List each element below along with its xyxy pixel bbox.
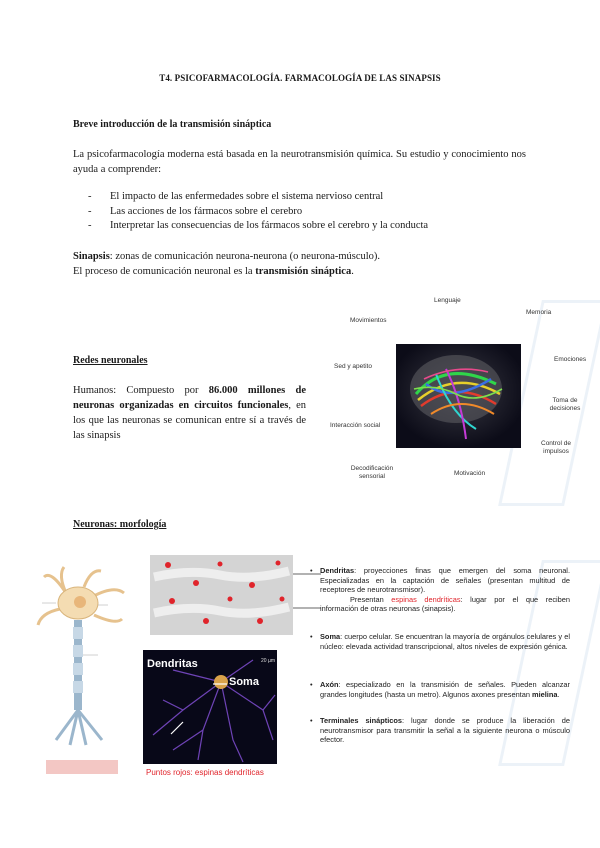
brain-image: [396, 344, 521, 448]
pointer-lines: [293, 560, 323, 620]
neuronas-heading: Neuronas: morfología: [73, 519, 167, 530]
label-motivacion: Motivación: [454, 470, 486, 477]
brain-figure: [326, 292, 588, 487]
list-item: - El impacto de las enfermedades sobre el sistema nervioso central: [88, 190, 518, 205]
redes-paragraph: Humanos: Compuesto por 86.000 millones de neuronas organizadas en circuitos funcionales, en los que las neuronas se comunican entre sí a través de las sinapsis: [73, 385, 306, 441]
bullet-terminales: • Terminales sinápticos: lugar donde se produce la liberación de neurotransmisor para transmitir la señal a la siguiente neurona o músculo efector.: [310, 716, 570, 745]
micrograph-caption: Puntos rojos: espinas dendríticas: [146, 768, 264, 777]
label-toma: Toma de decisiones: [549, 397, 581, 412]
process-term: transmisión sináptica: [255, 266, 352, 277]
intro-list: [88, 190, 518, 234]
label-interaccion: Interacción social: [330, 422, 381, 429]
bullet-dendritas: • Dendritas: proyecciones finas que emergen del soma neuronal. Especializadas en la captación de señales (presentan multitud de receptores de neurotransmisor). Presentan espinas dendríticas: lugar por el que reciben información de otras neuronas (sinapsis).: [310, 566, 571, 614]
neuron-micrograph: [143, 650, 277, 764]
redes-heading: Redes neuronales: [73, 355, 148, 366]
morphology-bullets: [310, 566, 571, 776]
label-lenguaje: Lenguaje: [434, 297, 461, 304]
sinapsis-text: : zonas de comunicación neurona-neurona (o neurona-músculo).: [109, 251, 381, 262]
neuron-diagram: [36, 565, 131, 780]
process-text: El proceso de comunicación neuronal es la: [73, 266, 256, 277]
bullet-soma: • Soma: cuerpo celular. Se encuentran la mayoría de orgánulos celulares y el núcleo: elevada actividad transcripcional, altos niveles de expresión génica.: [310, 632, 570, 651]
svg-text:20 µm: 20 µm: [261, 658, 275, 664]
spines-micrograph: [150, 555, 293, 635]
brain-tractography: [396, 344, 521, 448]
label-dendritas: Dendritas: [147, 658, 198, 670]
sinapsis-definition: Sinapsis: zonas de comunicación neurona-neurona (o neurona-músculo). El proceso de comunicación neuronal es la transmisión sináptica.: [73, 251, 381, 277]
page-title: T4. PSICOFARMACOLOGÍA. FARMACOLOGÍA DE LAS SINAPSIS: [159, 73, 441, 83]
label-soma: Soma: [229, 676, 259, 688]
sinapsis-term: Sinapsis: [73, 251, 110, 262]
intro-paragraph: La psicofarmacología moderna está basada en la neurotransmisión química. Su estudio y conocimiento nos ayuda a comprender:: [73, 149, 526, 175]
list-item: - Las acciones de los fármacos sobre el cerebro: [88, 205, 518, 220]
redes-bold: 86.000 millones de neuronas organizadas en circuitos funcionales: [73, 385, 306, 411]
label-control: Control de impulsos: [541, 440, 571, 455]
label-sed: Sed y apetito: [334, 363, 372, 370]
label-emociones: Emociones: [554, 356, 587, 363]
intro-heading: Breve introducción de la transmisión sináptica: [73, 119, 272, 130]
list-item: - Interpretar las consecuencias de los fármacos sobre el cerebro y la conducta: [88, 219, 518, 234]
label-memoria: Memoria: [526, 309, 552, 316]
label-movimientos: Movimientos: [350, 317, 387, 324]
label-decodificacion: Decodificación sensorial: [350, 465, 394, 480]
bullet-axon: • Axón: especializado en la transmisión de señales. Pueden alcanzar grandes longitudes (hasta un metro). Algunos axones presentan mielina.: [310, 680, 570, 699]
